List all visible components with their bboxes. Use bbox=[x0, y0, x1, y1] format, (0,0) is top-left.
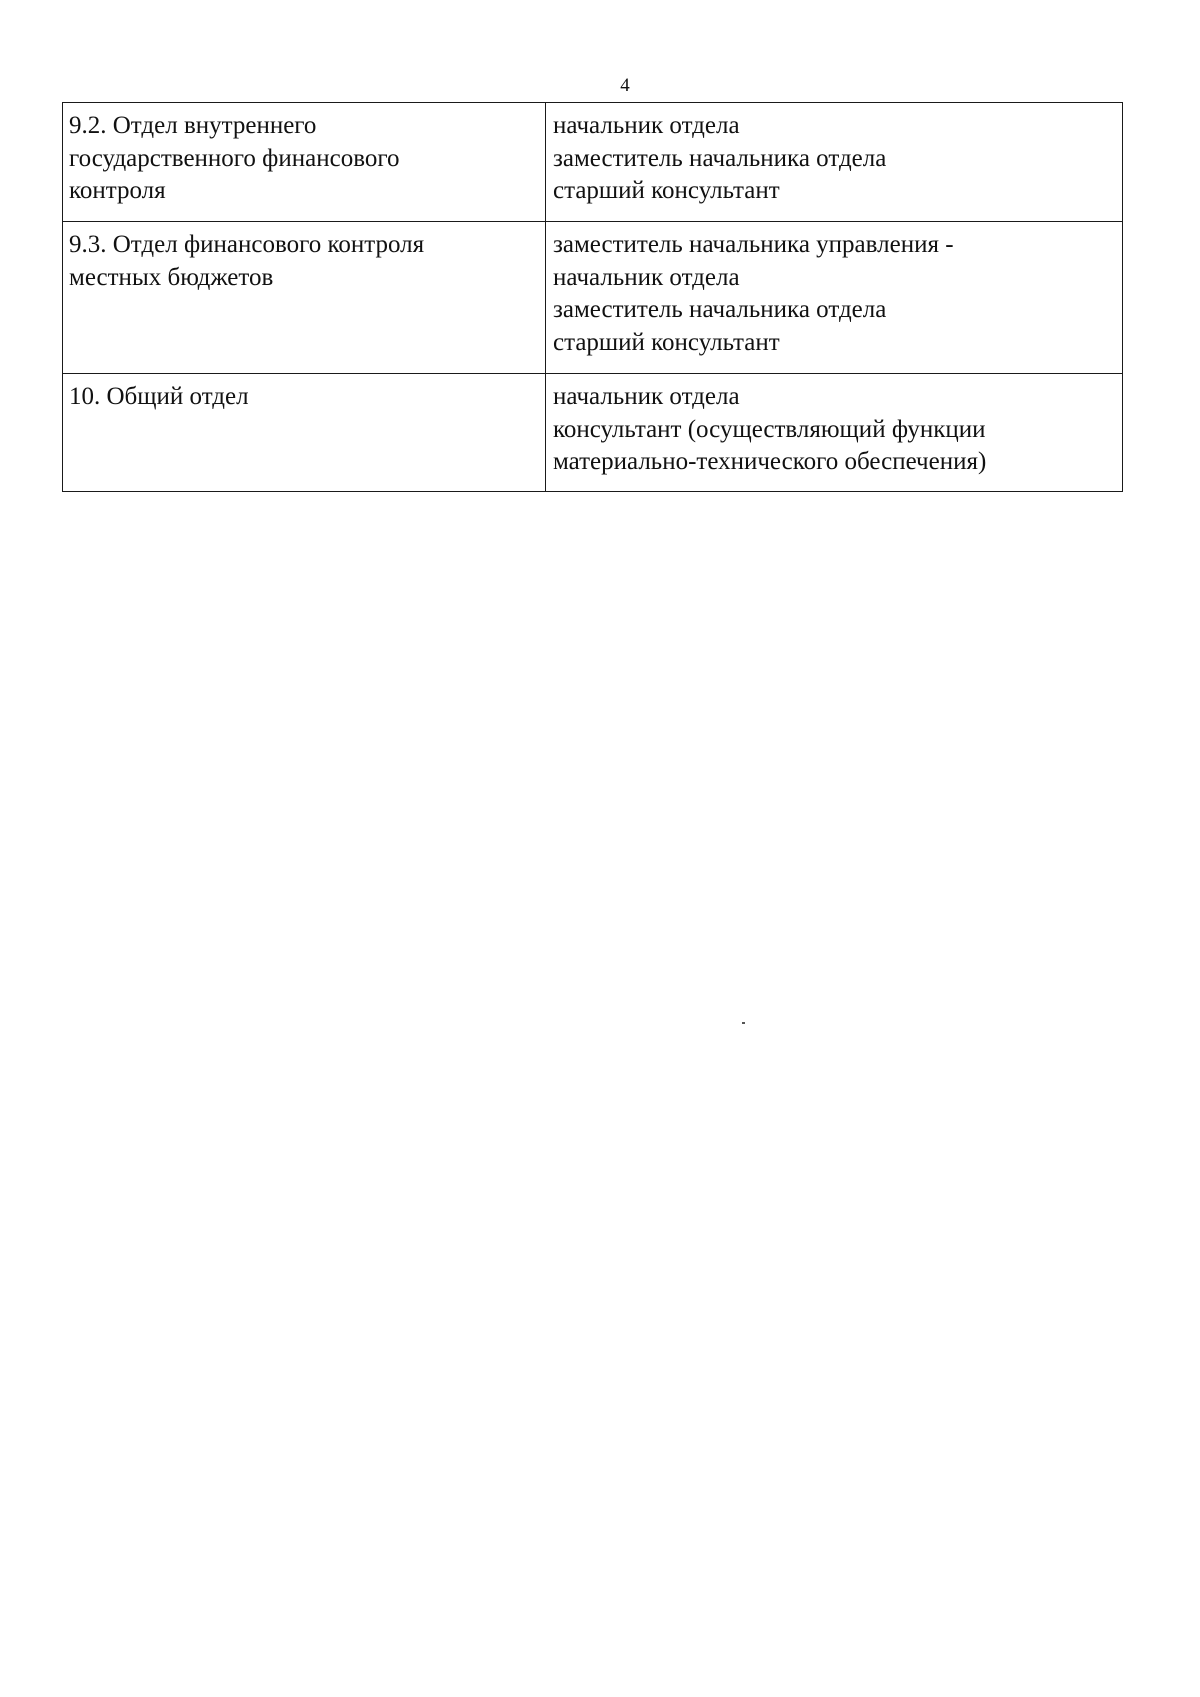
unit-cell bbox=[63, 103, 546, 222]
position-line: начальник отдела bbox=[553, 263, 740, 291]
position-line: консультант (осуществляющий функции bbox=[553, 415, 986, 443]
unit-cell bbox=[63, 222, 546, 374]
position-line: начальник отдела bbox=[553, 112, 740, 139]
unit-cell bbox=[63, 374, 546, 492]
table-row bbox=[63, 103, 1123, 222]
unit-line: 9.2. Отдел внутреннего bbox=[69, 112, 317, 139]
unit-line: государственного финансового bbox=[69, 144, 400, 172]
positions-cell bbox=[546, 222, 1123, 374]
positions-table bbox=[62, 102, 1123, 492]
position-line: заместитель начальника отдела bbox=[553, 296, 887, 323]
unit-line: местных бюджетов bbox=[69, 263, 274, 291]
position-line: материально-технического обеспечения) bbox=[553, 448, 987, 475]
unit-line: 9.3. Отдел финансового контроля bbox=[69, 231, 425, 258]
position-line: заместитель начальника управления - bbox=[553, 231, 954, 258]
position-line: начальник отдела bbox=[553, 383, 740, 410]
positions-cell bbox=[546, 103, 1123, 222]
table-row bbox=[63, 222, 1123, 374]
positions-cell bbox=[546, 374, 1123, 492]
page-number: 4 bbox=[620, 75, 630, 96]
table-row bbox=[63, 374, 1123, 492]
position-line: старший консультант bbox=[553, 328, 780, 356]
position-line: старший консультант bbox=[553, 177, 780, 204]
unit-line: контроля bbox=[69, 177, 166, 204]
scan-speck bbox=[742, 1022, 745, 1024]
unit-line: 10. Общий отдел bbox=[69, 383, 249, 410]
position-line: заместитель начальника отдела bbox=[553, 144, 887, 172]
